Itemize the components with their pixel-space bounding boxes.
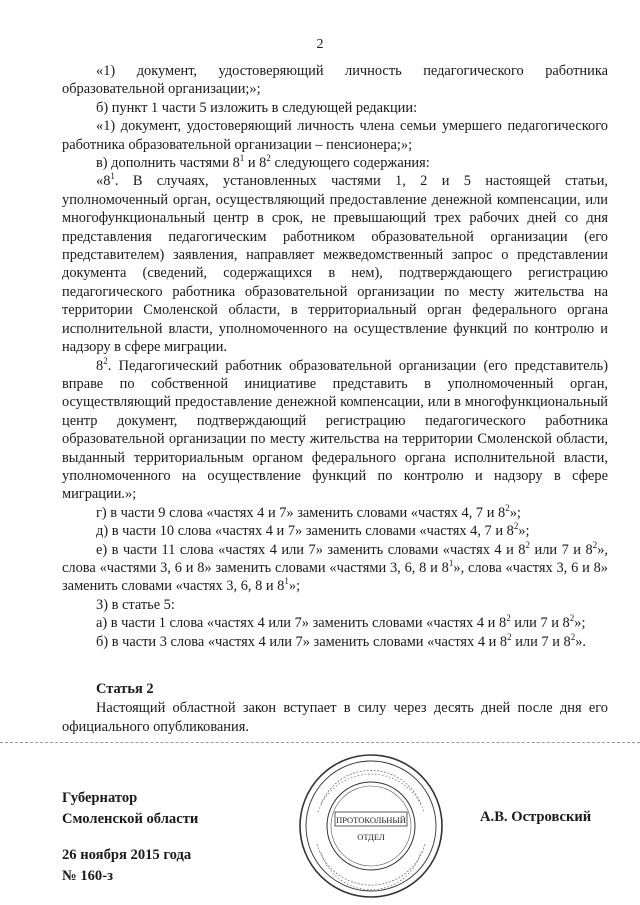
paragraph: $8^2$. Педагогический работник образовательной организации (его представитель) вправе по собственной инициативе представить в уполномоченный орган, осуществляющий предоставление денежной компенсации, или в многофункциональный центр документ, подтверждающий регистрацию педагогического работника образовательной организации по месту жительства на территории Смоленской области, выданный территориальным органом федерального органа исполнительной власти, уполномоченного на осуществление функций по контролю и надзору в сфере миграции.»; [62, 355, 608, 503]
stamp-center-line1: ПРОТОКОЛЬНЫЙ [336, 815, 406, 825]
signatory-name: А.В. Островский [480, 809, 592, 825]
paragraph: «$8^1$. В случаях, установленных частями 1, 2 и 5 настоящей статьи, уполномоченный орган, осуществляющий предоставление денежной компенсации, или многофункциональный центр в срок, не превышающий трех рабочих дней со дня представления педагогическим работником образовательной организации (его представителем) заявления, направляет межведомственный запрос о представлении документа (сведений, содержащихся в нем), подтверждающего регистрацию педагогического работника образовательной организации по месту жительства на территории Смоленской области, в территориальный орган федерального органа исполнительной власти, уполномоченного на осуществление функций по контролю и надзору в сфере миграции. [62, 171, 608, 356]
paragraph: «1) документ, удостоверяющий личность члена семьи умершего педагогического работника образовательной организации – пенсионера;»; [62, 118, 608, 153]
paragraph: 3) в статье 5: [96, 596, 175, 613]
signatory-title [62, 788, 198, 830]
document-body [62, 62, 608, 651]
law-number: № 160-з [62, 868, 113, 884]
stamp-center-line2: ОТДЕЛ [357, 832, 385, 842]
paragraph: д) в части 10 слова «частях 4 и 7» заменить словами «частях 4, 7 и $8^2$»; [96, 521, 530, 540]
signatory-title-line2: Смоленской области [62, 811, 199, 827]
paragraph: г) в части 9 слова «частях 4 и 7» заменить словами «частях 4, 7 и $8^2$»; [96, 502, 521, 521]
official-stamp [297, 752, 445, 900]
scan-divider [0, 742, 640, 743]
signatory-title-line1: Губернатор [62, 790, 138, 806]
paragraph: б) пункт 1 части 5 изложить в следующей редакции: [96, 99, 418, 116]
article-text: Настоящий областной закон вступает в силу через десять дней после дня его официального опубликования. [62, 700, 608, 735]
paragraph: в) дополнить частями $8^1$ и $8^2$ следующего содержания: [96, 153, 430, 172]
article-2 [62, 680, 608, 737]
paragraph: а) в части 1 слова «частях 4 или 7» заменить словами «частях 4 и $8^2$ или 7 и $8^2$»; [96, 613, 586, 632]
article-heading: Статья 2 [96, 681, 154, 697]
paragraph: е) в части 11 слова «частях 4 или 7» заменить словами «частях 4 и $8^2$ или 7 и $8^2$», слова «частями 3, 6 и 8» заменить словами «частями 3, 6, 8 и $8^1$», слова «частях 3, 6 и 8» заменить словами «частях 3, 6, 8 и $8^1$»; [62, 539, 608, 595]
signing-info [62, 845, 191, 887]
page-number: 2 [316, 37, 324, 52]
paragraph: «1) документ, удостоверяющий личность педагогического работника образовательной организации;»; [62, 63, 608, 98]
paragraph: б) в части 3 слова «частях 4 или 7» заменить словами «частях 4 и $8^2$ или 7 и $8^2$». [96, 631, 586, 650]
signing-date: 26 ноября 2015 года [62, 847, 192, 863]
